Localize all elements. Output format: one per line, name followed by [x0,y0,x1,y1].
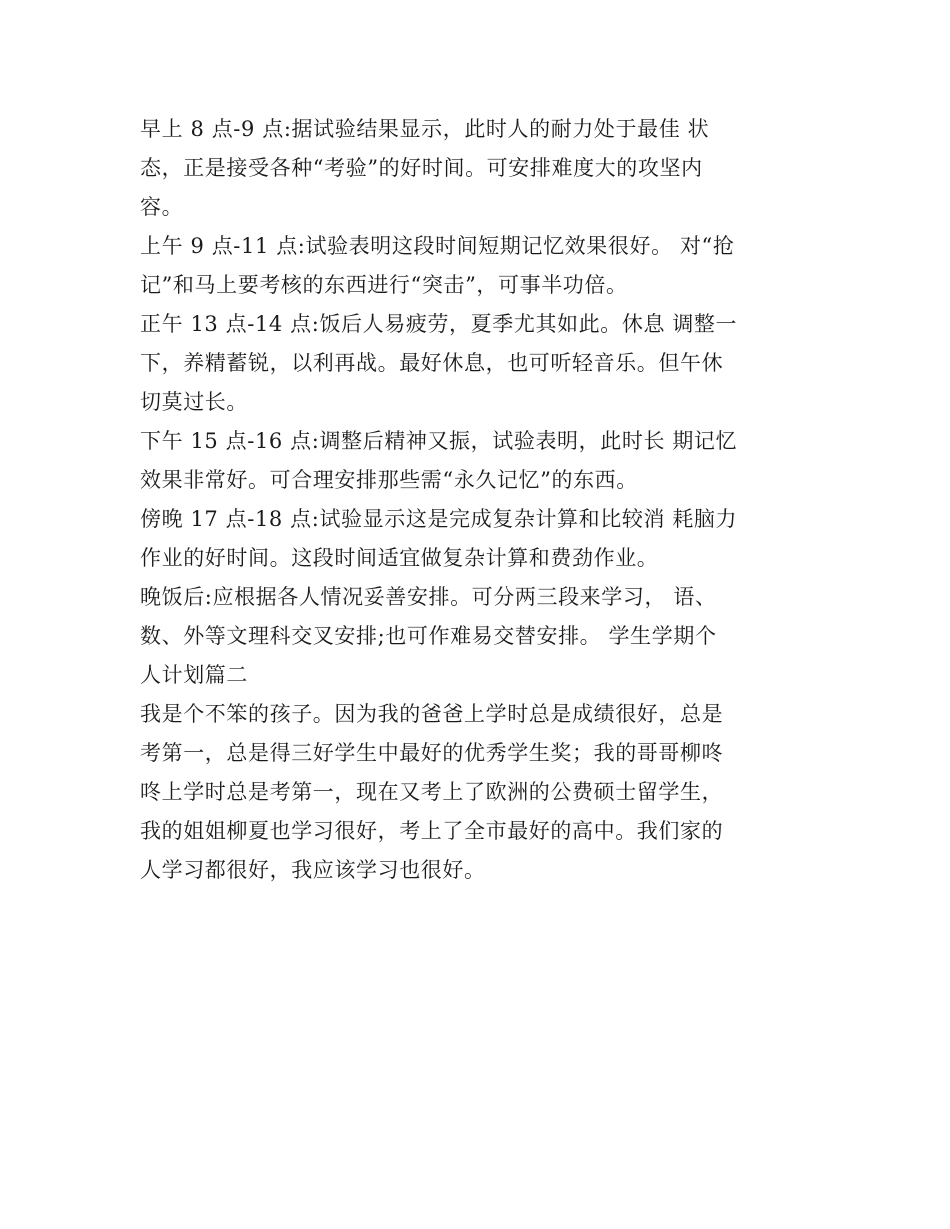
text-line: 上午 9 点-11 点:试验表明这段时间短期记忆效果很好。 对“抢 [140,234,735,258]
paragraph [140,305,815,422]
paragraph [140,110,815,227]
text-line: 咚上学时总是考第一，现在又考上了欧洲的公费硕士留学生， [140,780,724,804]
text-line: 容。 [140,195,184,219]
text-line: 下午 15 点-16 点:调整后精神又振，试验表明，此时长 期记忆 [140,429,738,453]
text-line: 记”和马上要考核的东西进行“突击”，可事半功倍。 [140,273,628,297]
text-line: 切莫过长。 [140,390,248,414]
text-line: 态，正是接受各种“考验”的好时间。可安排难度大的攻坚内 [140,156,703,180]
text-line: 考第一，总是得三好学生中最好的优秀学生奖；我的哥哥柳咚 [140,741,724,765]
text-line: 我的姐姐柳夏也学习很好，考上了全市最好的高中。我们家的 [140,819,724,843]
text-line: 正午 13 点-14 点:饭后人易疲劳，夏季尤其如此。休息 调整一 [140,312,738,336]
text-line: 效果非常好。可合理安排那些需“永久记忆”的东西。 [140,468,638,492]
paragraph [140,578,815,695]
text-line: 人学习都很好，我应该学习也很好。 [140,858,486,882]
text-line: 人计划篇二 [140,663,248,687]
text-line: 下，养精蓄锐，以利再战。最好休息，也可听轻音乐。但午休 [140,351,724,375]
text-line: 早上 8 点-9 点:据试验结果显示，此时人的耐力处于最佳 状 [140,117,710,141]
paragraph [140,422,815,500]
text-line: 作业的好时间。这段时间适宜做复杂计算和费劲作业。 [140,546,659,570]
text-line: 傍晚 17 点-18 点:试验显示这是完成复杂计算和比较消 耗脑力 [140,507,738,531]
paragraph [140,227,815,305]
text-line: 我是个不笨的孩子。因为我的爸爸上学时总是成绩很好，总是 [140,702,724,726]
text-line: 数、外等文理科交叉安排;也可作难易交替安排。 学生学期个 [140,624,717,648]
paragraph [140,695,815,890]
text-line: 晚饭后:应根据各人情况妥善安排。可分两三段来学习， 语、 [140,585,717,609]
document-body [140,110,815,890]
paragraph [140,500,815,578]
